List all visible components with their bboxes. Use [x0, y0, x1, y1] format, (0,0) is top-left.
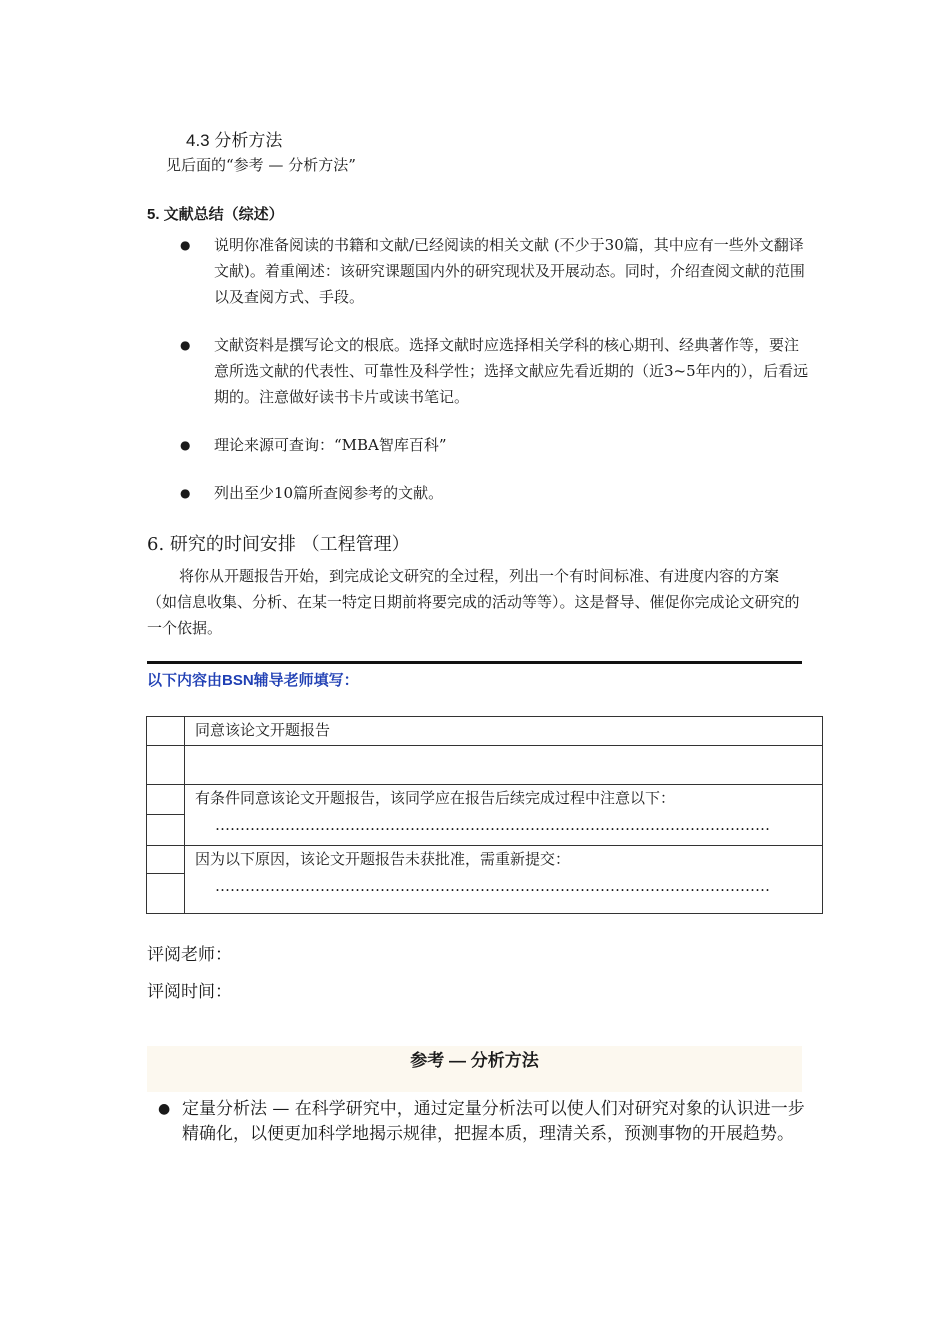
review-date-label: 评阅时间：: [147, 982, 232, 1002]
approve-checkbox-cell[interactable]: [147, 717, 185, 746]
literature-bullet-list: [180, 232, 810, 528]
reference-title: 参考 — 分析方法: [410, 1051, 539, 1070]
conditional-notes-line[interactable]: …………………………………………………………………………………………………: [215, 816, 770, 834]
conditional-checkbox-cell[interactable]: [147, 785, 185, 815]
bullet-icon: ●: [180, 338, 191, 352]
blank-cell: [185, 746, 823, 785]
approve-option-text: 同意该论文开题报告: [195, 721, 331, 739]
list-item-text: 列出至少10篇所查阅参考的文献。: [214, 484, 444, 502]
section-4-3-text: 见后面的“参考 — 分析方法”: [166, 156, 356, 174]
reject-option-text: 因为以下原因，该论文开题报告未获批准，需重新提交：: [195, 850, 571, 868]
section-5-heading: 5. 文献总结（综述）: [147, 206, 284, 223]
reviewer-label: 评阅老师：: [147, 945, 232, 965]
reject-option: [185, 846, 823, 914]
list-item: [180, 232, 810, 310]
bullet-icon: ●: [158, 1101, 171, 1117]
advisor-approval-table: [146, 716, 823, 914]
reference-list: [158, 1097, 808, 1147]
advisor-section-title: 以下内容由BSN辅导老师填写：: [147, 672, 359, 689]
conditional-option: [185, 785, 823, 846]
approve-option: [185, 717, 823, 746]
section-divider: [147, 661, 802, 664]
section-4-3-heading: 4.3 分析方法: [186, 131, 283, 150]
list-item: [180, 432, 810, 458]
section-6-heading: 6. 研究的时间安排 （工程管理）: [147, 534, 410, 555]
conditional-extra-cell[interactable]: [147, 815, 185, 846]
list-item-text: 理论来源可查询：“MBA智库百科”: [214, 436, 447, 454]
bullet-icon: ●: [180, 438, 191, 452]
blank-checkbox-cell[interactable]: [147, 746, 185, 785]
reject-checkbox-cell[interactable]: [147, 846, 185, 874]
conditional-option-text: 有条件同意该论文开题报告，该同学应在报告后续完成过程中注意以下：: [195, 789, 676, 807]
list-item-text: 定量分析法 — 在科学研究中，通过定量分析法可以使人们对研究对象的认识进一步精确化，以便更加科学地揭示规律，把握本质，理清关系，预测事物的开展趋势。: [182, 1099, 805, 1144]
list-item: [158, 1097, 808, 1147]
section-6-text: 将你从开题报告开始，到完成论文研究的全过程，列出一个有时间标准、有进度内容的方案（如信息收集、分析、在某一特定日期前将要完成的活动等等）。这是督导、催促你完成论文研究的一个依据。: [147, 567, 800, 637]
list-item: [180, 332, 810, 410]
bullet-icon: ●: [180, 238, 191, 252]
bullet-icon: ●: [180, 486, 191, 500]
list-item-text: 文献资料是撰写论文的根底。选择文献时应选择相关学科的核心期刊、经典著作等，要注意所选文献的代表性、可靠性及科学性；选择文献应先看近期的（近3~5年内的），后看远期的。注意做好读书卡片或读书笔记。: [214, 336, 809, 406]
reject-extra-cell[interactable]: [147, 874, 185, 914]
reject-reason-line[interactable]: …………………………………………………………………………………………………: [215, 877, 770, 895]
list-item: [180, 480, 810, 506]
list-item-text: 说明你准备阅读的书籍和文献/已经阅读的相关文献 (不少于30篇，其中应有一些外文翻译文献)。着重阐述：该研究课题国内外的研究现状及开展动态。同时，介绍查阅文献的范围以及查阅方式、手段。: [214, 236, 805, 306]
